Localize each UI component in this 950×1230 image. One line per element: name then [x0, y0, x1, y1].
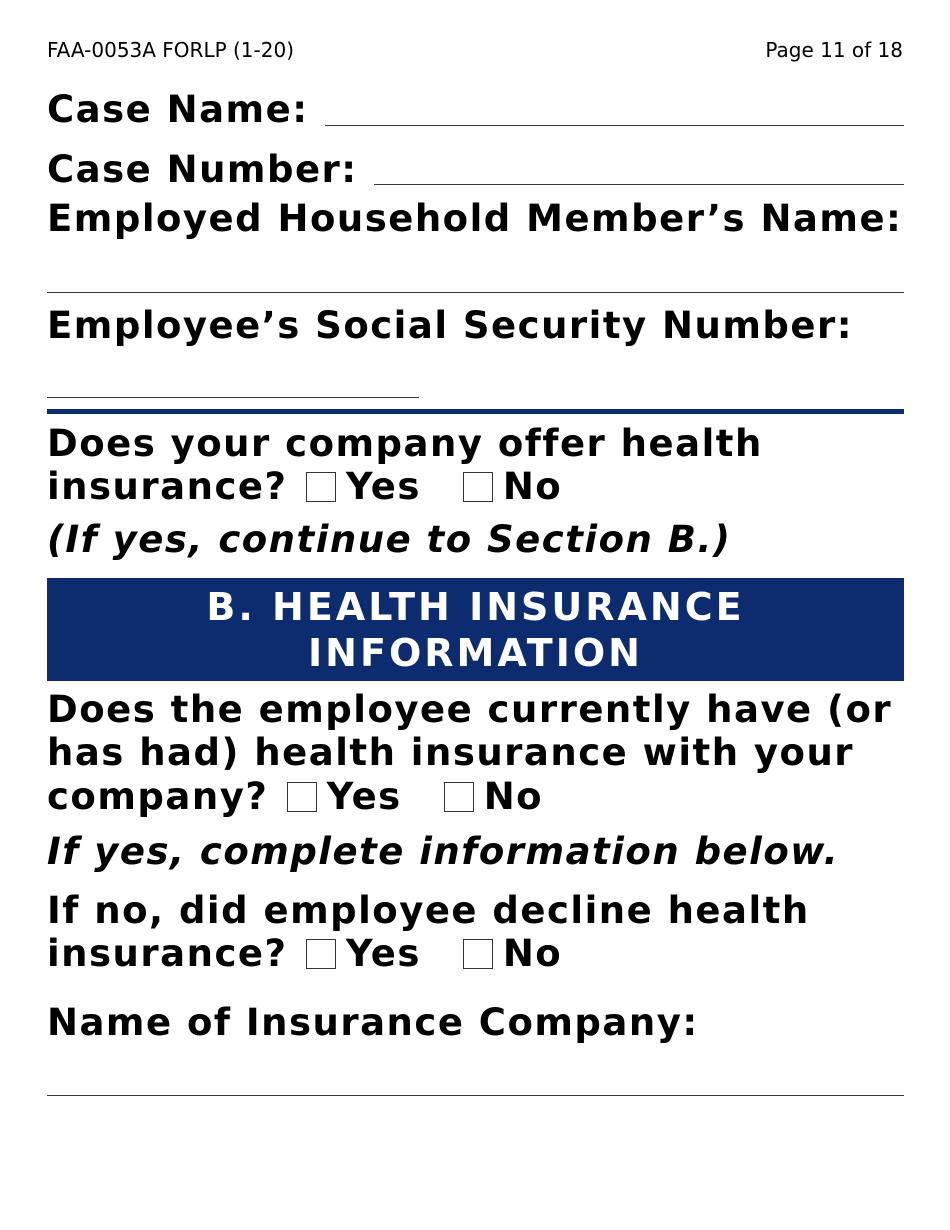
- q2-no-label: No: [483, 775, 544, 818]
- q2-text-line1: Does the employee currently have (or: [47, 688, 893, 731]
- q2-row: [47, 775, 543, 819]
- page-number: Page 11 of 18: [765, 38, 903, 62]
- section-b-banner: [47, 578, 904, 681]
- section-divider: [47, 409, 904, 414]
- q3-no-checkbox[interactable]: [463, 939, 493, 969]
- q1-text-line1: Does your company offer health: [47, 422, 763, 465]
- employee-name-label: Employed Household Member’s Name:: [47, 197, 903, 240]
- ssn-label: Employee’s Social Security Number:: [47, 304, 854, 347]
- case-number-field[interactable]: [374, 184, 904, 185]
- case-number-label: Case Number:: [47, 148, 358, 191]
- q1-row: [47, 465, 562, 509]
- section-b-title-line2: INFORMATION: [308, 630, 643, 675]
- q1-note: (If yes, continue to Section B.): [47, 518, 732, 561]
- form-id: FAA-0053A FORLP (1-20): [47, 38, 295, 62]
- q2-yes-checkbox[interactable]: [287, 782, 317, 812]
- insurance-company-field[interactable]: [47, 1095, 904, 1096]
- q3-yes-checkbox[interactable]: [306, 939, 336, 969]
- q2-text-line3: company?: [47, 775, 269, 818]
- q2-yes-label: Yes: [326, 775, 402, 818]
- q1-no-checkbox[interactable]: [463, 472, 493, 502]
- q3-yes-label: Yes: [345, 932, 421, 975]
- insurance-company-label: Name of Insurance Company:: [47, 1001, 699, 1044]
- q1-yes-checkbox[interactable]: [306, 472, 336, 502]
- ssn-field[interactable]: [47, 397, 419, 398]
- q3-text-line2: insurance?: [47, 932, 288, 975]
- q2-text-line2: has had) health insurance with your: [47, 731, 855, 774]
- q3-no-label: No: [502, 932, 563, 975]
- employee-name-field[interactable]: [47, 292, 904, 293]
- q1-yes-label: Yes: [345, 465, 421, 508]
- section-b-title-line1: B. HEALTH INSURANCE: [206, 584, 745, 629]
- q3-text-line1: If no, did employee decline health: [47, 889, 810, 932]
- case-name-field[interactable]: [325, 125, 904, 126]
- case-name-label: Case Name:: [47, 88, 309, 131]
- q3-row: [47, 932, 562, 976]
- q1-no-label: No: [502, 465, 563, 508]
- q1-text-line2: insurance?: [47, 465, 288, 508]
- q2-note: If yes, complete information below.: [47, 830, 840, 873]
- q2-no-checkbox[interactable]: [444, 782, 474, 812]
